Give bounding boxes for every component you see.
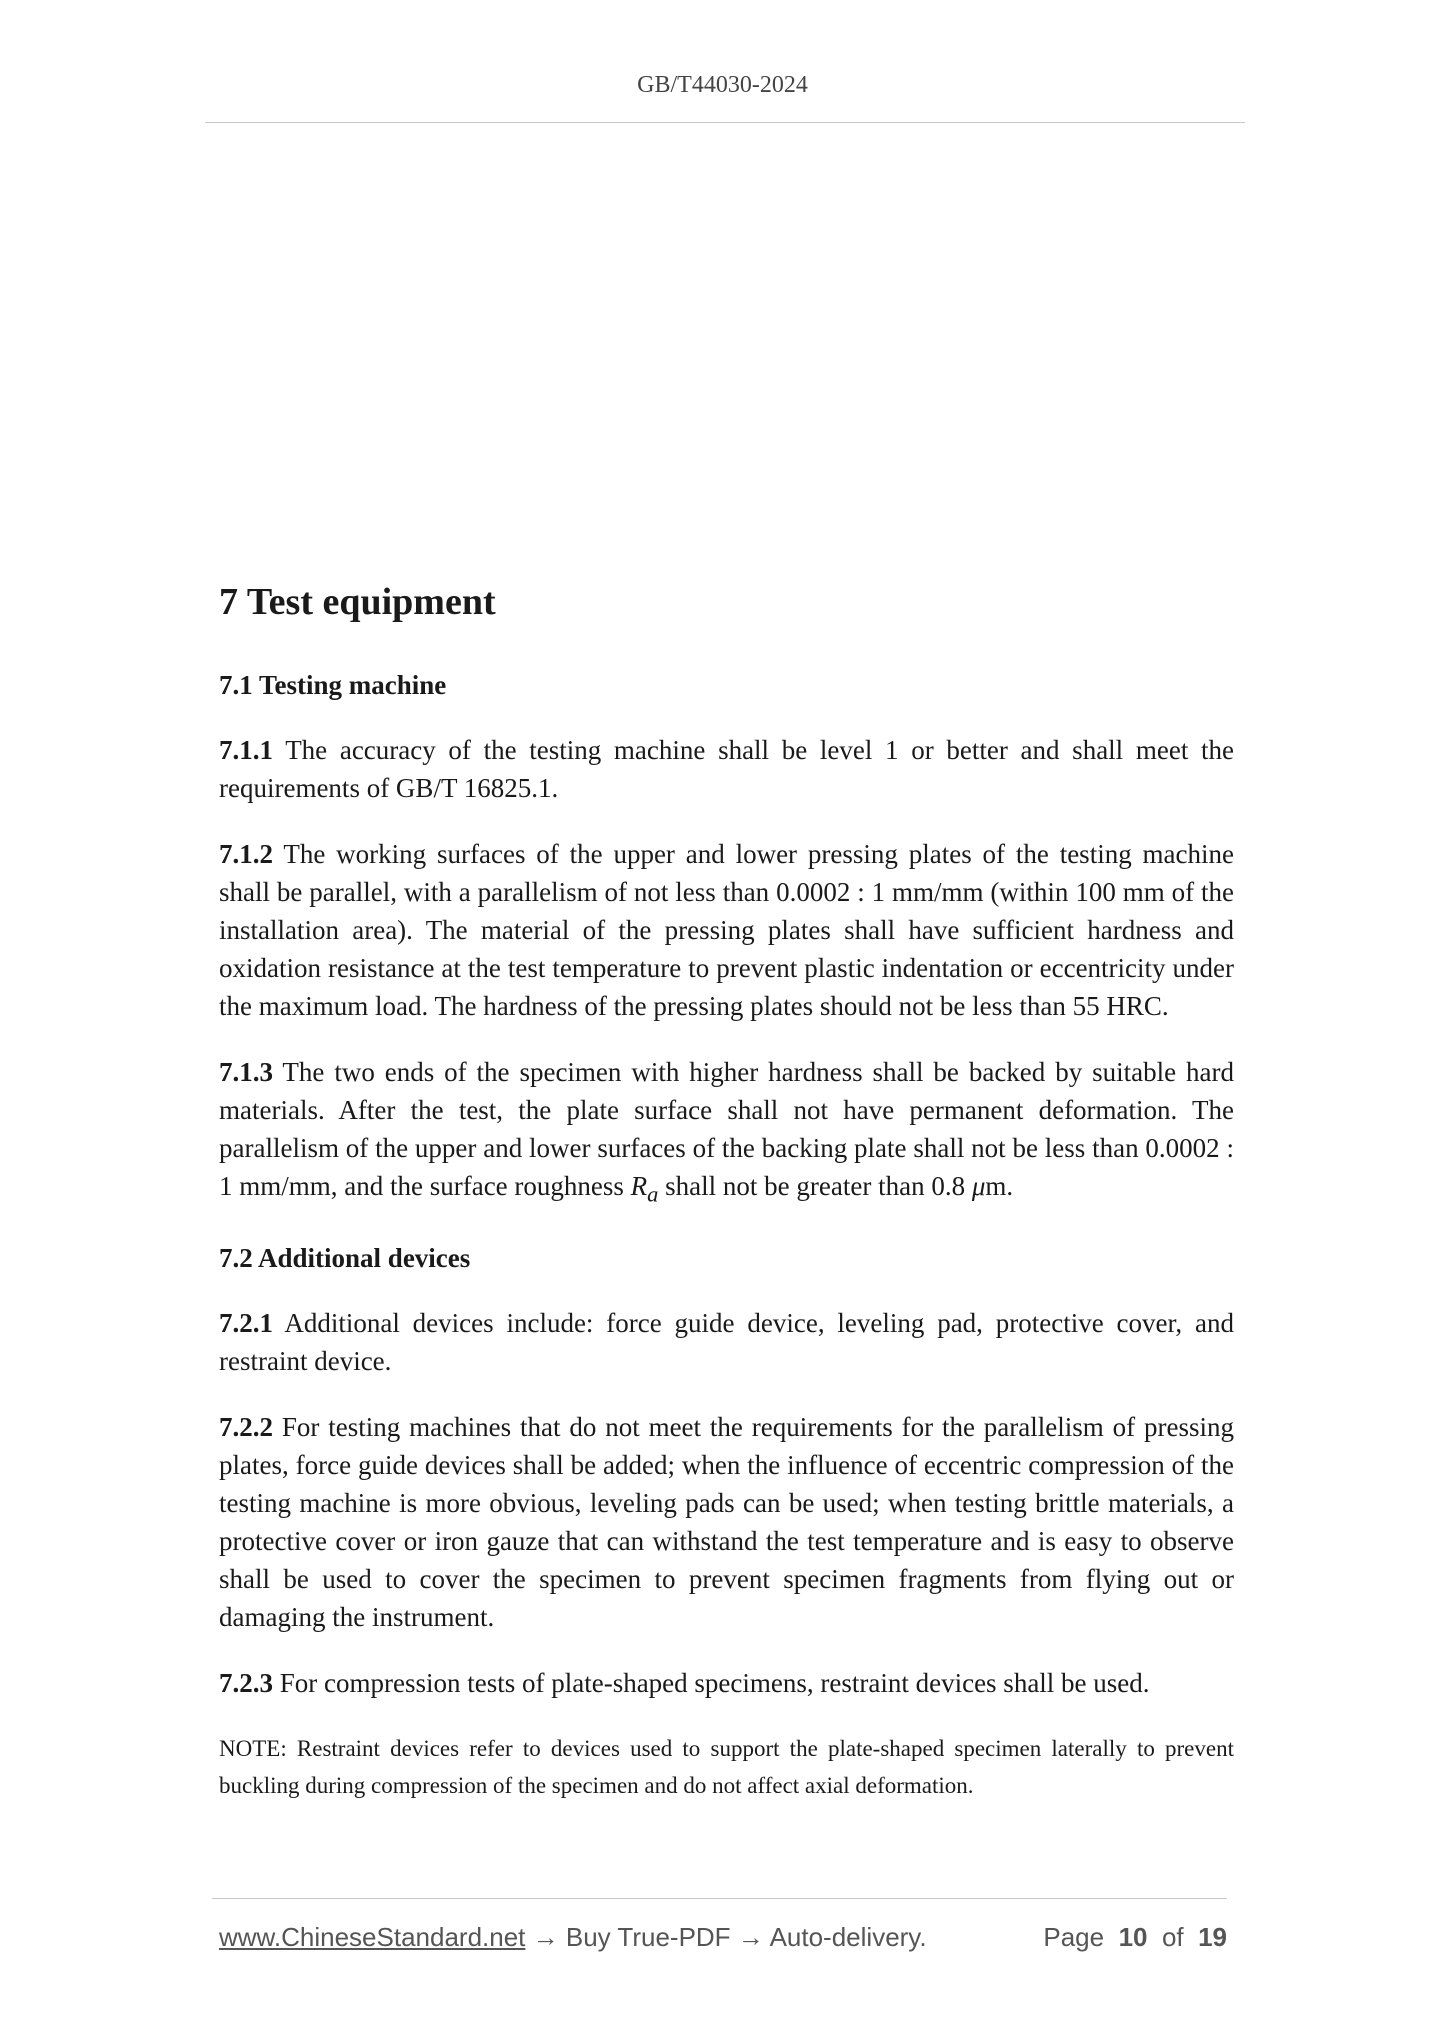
roughness-subscript: a [647, 1181, 659, 1207]
clause-number: 7.2.1 [219, 1308, 273, 1339]
subsection-title-7-2: 7.2 Additional devices [219, 1243, 471, 1274]
subsection-title-7-1: 7.1 Testing machine [219, 669, 447, 700]
page-header: GB/T44030-2024 [637, 72, 808, 98]
footer-tagline: → Buy True-PDF → Auto-delivery. [525, 1922, 927, 1952]
micro-symbol: μ [971, 1170, 986, 1201]
clause-7-2-1 [219, 1304, 1234, 1380]
clause-text: For testing machines that do not meet the requirements for the parallelism of pressing plates, force guide devices shall be added; when the influence of eccentric compression of the testing machine is more obvious, leveling pads can be used; when testing brittle materials, a protective cover or iron gauze that can withstand the test temperature and is easy to observe shall be used to cover the specimen to prevent specimen fragments from flying out or damaging the instrument. [219, 1412, 1234, 1633]
clause-7-1-2 [219, 835, 1234, 1025]
page-indicator [1043, 1922, 1227, 1953]
page-content [219, 580, 1234, 1804]
clause-number: 7.2.3 [219, 1668, 273, 1699]
footer-left [219, 1922, 927, 1953]
clause-text: The working surfaces of the upper and lower pressing plates of the testing machine shall be parallel, with a parallelism of not less than 0.0002 : 1 mm/mm (within 100 mm of the installation area). The material of the pressing plates shall have sufficient hardness and oxidation resistance at the test temperature to prevent plastic indentation or eccentricity under the maximum load. The hardness of the pressing plates should not be less than 55 HRC. [219, 838, 1234, 1021]
note-text: NOTE: Restraint devices refer to devices used to support the plate-shaped specimen laterally to prevent buckling during compression of the specimen and do not affect axial deformation. [219, 1736, 1234, 1799]
page-number: 10 [1118, 1922, 1148, 1952]
of-label: of [1161, 1922, 1184, 1952]
header-divider [205, 122, 1245, 123]
clause-text: For compression tests of plate-shaped specimens, restraint devices shall be used. [273, 1668, 1150, 1699]
clause-text: Additional devices include: force guide device, leveling pad, protective cover, and restraint device. [219, 1308, 1234, 1377]
clause-text: The two ends of the specimen with higher hardness shall be backed by suitable hard materials. After the test, the plate surface shall not have permanent deformation. The parallelism of the upper and lower surfaces of the backing plate shall not be less than 0.0002 : 1 mm/mm, and the surface roughness [219, 1056, 1234, 1201]
footer-divider [212, 1898, 1227, 1899]
clause-number: 7.1.1 [219, 734, 273, 765]
clause-number: 7.1.3 [219, 1056, 273, 1087]
clause-7-1-3 [219, 1053, 1234, 1213]
clause-text: shall not be greater than 0.8 [658, 1170, 972, 1201]
clause-7-2-3 [219, 1664, 1234, 1702]
page-label: Page [1043, 1922, 1105, 1952]
roughness-symbol: R [630, 1170, 648, 1201]
clause-number: 7.2.2 [219, 1412, 273, 1443]
clause-7-1-1 [219, 731, 1234, 807]
clause-7-2-2 [219, 1408, 1234, 1636]
website-link[interactable]: www.ChineseStandard.net [219, 1922, 526, 1952]
clause-number: 7.1.2 [219, 838, 273, 869]
page-total: 19 [1198, 1922, 1227, 1952]
section-title: 7 Test equipment [219, 581, 496, 623]
clause-text: The accuracy of the testing machine shall be level 1 or better and shall meet the requirements of GB/T 16825.1. [219, 734, 1234, 803]
clause-text: m. [985, 1170, 1014, 1201]
